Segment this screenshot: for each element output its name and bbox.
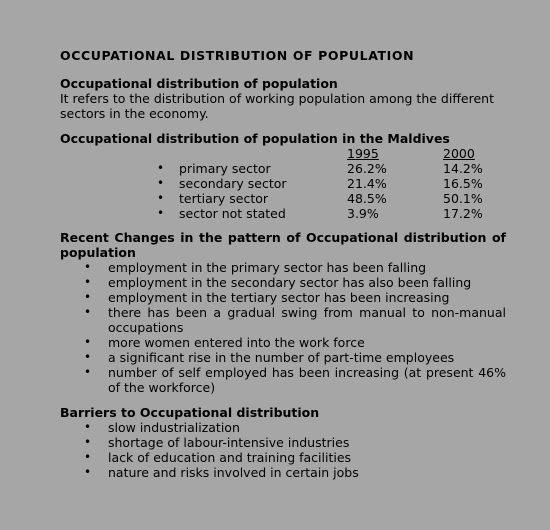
bullet-icon: • [157,206,165,220]
definition-heading: Occupational distribution of population [60,76,338,91]
list-item-text: slow industrialization [108,420,240,435]
value-1995: 21.4% [347,176,387,191]
table-row [60,161,506,176]
bullet-icon: • [84,435,92,449]
bullet-icon: • [157,191,165,205]
bullet-icon: • [84,350,92,364]
list-item-text: nature and risks involved in certain jobs [108,465,359,480]
value-1995: 3.9% [347,206,379,221]
recent-changes-section [60,230,506,395]
list-item [60,365,506,395]
barriers-section [60,405,506,480]
bullet-icon: • [84,305,92,319]
list-item [60,435,506,450]
bullet-icon: • [84,335,92,349]
list-item [60,290,506,305]
sector-label: primary sector [179,161,271,176]
value-2000: 14.2% [443,161,483,176]
recent-changes-heading: Recent Changes in the pattern of Occupational distribution of population [60,230,506,260]
sector-label: tertiary sector [179,191,269,206]
list-item-text: employment in the secondary sector has also been falling [108,275,472,290]
recent-changes-list [60,260,506,395]
barriers-heading: Barriers to Occupational distribution [60,405,320,420]
document-content [60,48,506,490]
maldives-table [60,146,506,221]
definition-section [60,76,506,121]
bullet-icon: • [84,420,92,434]
list-item [60,350,506,365]
maldives-heading: Occupational distribution of population in the Maldives [60,131,450,146]
list-item [60,420,506,435]
list-item [60,450,506,465]
list-item [60,275,506,290]
bullet-icon: • [84,465,92,479]
table-row [60,206,506,221]
table-row [60,191,506,206]
bullet-icon: • [157,161,165,175]
bullet-icon: • [84,290,92,304]
sector-label: sector not stated [179,206,286,221]
definition-text: It refers to the distribution of working population among the different sectors in the economy. [60,91,495,121]
table-row [60,176,506,191]
bullet-icon: • [84,365,92,379]
list-item-text: more women entered into the work force [108,335,365,350]
value-2000: 17.2% [443,206,483,221]
list-item [60,465,506,480]
year-2000-header: 2000 [443,146,475,161]
page-title: OCCUPATIONAL DISTRIBUTION OF POPULATION [60,48,415,63]
bullet-icon: • [84,260,92,274]
list-item-text: shortage of labour-intensive industries [108,435,350,450]
list-item-text: lack of education and training facilities [108,450,352,465]
table-header [60,146,506,161]
value-2000: 16.5% [443,176,483,191]
bullet-icon: • [157,176,165,190]
list-item [60,335,506,350]
list-item [60,305,506,335]
value-1995: 48.5% [347,191,387,206]
bullet-icon: • [84,450,92,464]
sector-label: secondary sector [179,176,287,191]
list-item-text: number of self employed has been increasing (at present 46% of the workforce) [108,365,506,395]
list-item-text: employment in the primary sector has been falling [108,260,427,275]
year-1995-header: 1995 [347,146,379,161]
barriers-list [60,420,506,480]
bullet-icon: • [84,275,92,289]
value-2000: 50.1% [443,191,483,206]
list-item-text: there has been a gradual swing from manual to non-manual occupations [108,305,506,335]
list-item-text: employment in the tertiary sector has been increasing [108,290,450,305]
value-1995: 26.2% [347,161,387,176]
list-item [60,260,506,275]
list-item-text: a significant rise in the number of part-time employees [108,350,455,365]
